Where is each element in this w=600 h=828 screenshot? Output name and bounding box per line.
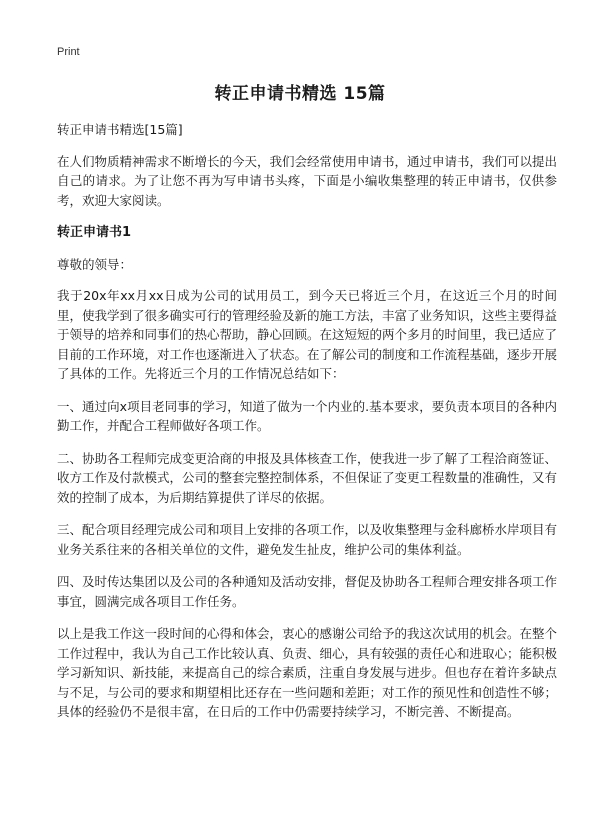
- body-paragraph: 一、通过向x项目老同事的学习，知道了做为一个内业的.基本要求，要负责本项目的各种内勤工作，并配合工程师做好各项工作。: [57, 398, 557, 433]
- section-heading: 转正申请书1: [57, 225, 132, 240]
- body-paragraph: 以上是我工作这一段时间的心得和体会，衷心的感谢公司给予的我这次试用的机会。在整个工作过程中，我认为自己工作比较认真、负责、细心，具有较强的责任心和进取心；能积极学习新知识、新技能，来提高自己的综合素质，注重自身发展与进步。但也存在着许多缺点与不足，与公司的要求和期望相比还存在一些问题和差距；对工作的预见性和创造性不够；具体的经验仍不是很丰富，在日后的工作中仍需要持续学习，不断完善、不断提高。: [57, 626, 558, 719]
- intro-paragraph: 在人们物质精神需求不断增长的今天，我们会经常使用申请书，通过申请书，我们可以提出自己的请求。为了让您不再为写申请书头疼，下面是小编收集整理的转正申请书，仅供参考，欢迎大家阅读。: [57, 153, 558, 208]
- page-title: 转正申请书精选 15篇: [214, 84, 386, 104]
- document-body: [57, 120, 557, 735]
- body-paragraph: 我于20x年xx月xx日成为公司的试用员工，到今天已将近三个月，在这近三个月的时间里，使我学到了很多确实可行的管理经验及新的施工方法，丰富了业务知识，这些主要得益于领导的培养和同事们的热心帮助，静心回顾。在这短短的两个多月的时间里，我已适应了目前的工作环境，对工作也逐渐进入了状态。在了解公司的制度和工作流程基础，逐步开展了具体的工作。先将近三个月的工作情况总结如下：: [57, 288, 558, 381]
- body-paragraph: 二、协助各工程师完成变更洽商的申报及具体核查工作，使我进一步了解了工程洽商签证、收方工作及付款模式，公司的整套完整控制体系，不但保证了变更工程数量的准确性，又有效的控制了成本，为后期结算提供了详尽的依据。: [57, 450, 558, 505]
- print-label: Print: [57, 46, 80, 58]
- body-paragraph: 四、及时传达集团以及公司的各种通知及活动安排，督促及协助各工程师合理安排各项工作事宜，圆满完成各项目工作任务。: [57, 574, 558, 609]
- body-paragraph: 三、配合项目经理完成公司和项目上安排的各项工作，以及收集整理与金科廊桥水岸项目有业务关系往来的各相关单位的文件，避免发生扯皮，维护公司的集体利益。: [57, 522, 558, 557]
- salutation: 尊敬的领导：: [57, 256, 133, 272]
- document-subtitle: 转正申请书精选[15篇]: [57, 122, 183, 137]
